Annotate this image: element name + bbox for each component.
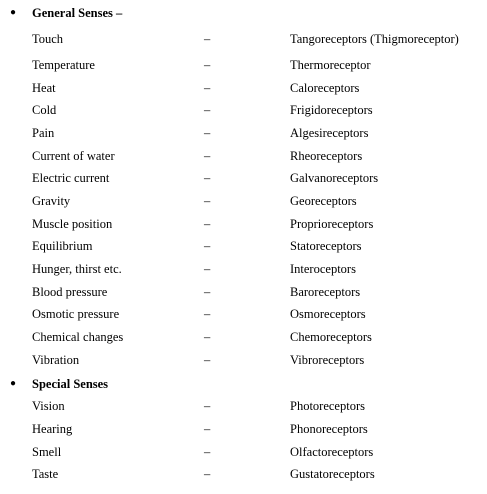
table-row xyxy=(0,420,487,438)
table-row xyxy=(0,237,487,255)
receptor-name: Phonoreceptors xyxy=(290,422,368,436)
receptor-name: Baroreceptors xyxy=(290,285,361,299)
bullet-icon: ● xyxy=(10,7,17,18)
receptor-name: Interoceptors xyxy=(290,262,356,276)
dash-separator: – xyxy=(204,32,211,46)
sense-name: Muscle position xyxy=(32,217,113,231)
receptor-name: Proprioreceptors xyxy=(290,217,374,231)
sense-name: Vibration xyxy=(32,353,80,367)
table-row xyxy=(0,443,487,461)
sense-name: Smell xyxy=(32,445,62,459)
dash-separator: – xyxy=(204,149,211,163)
dash-separator: – xyxy=(204,103,211,117)
receptor-name: Chemoreceptors xyxy=(290,330,372,344)
dash-separator: – xyxy=(204,217,211,231)
dash-separator: – xyxy=(204,330,211,344)
dash-separator: – xyxy=(204,399,211,413)
dash-separator: – xyxy=(204,422,211,436)
table-row xyxy=(0,305,487,323)
receptor-name: Frigidoreceptors xyxy=(290,103,373,117)
sense-name: Hearing xyxy=(32,422,73,436)
table-row xyxy=(0,397,487,415)
table-row xyxy=(0,56,487,74)
dash-separator: – xyxy=(204,467,211,481)
table-row xyxy=(0,465,487,483)
table-row xyxy=(0,79,487,97)
table-row xyxy=(0,260,487,278)
special-senses-title: Special Senses xyxy=(32,377,109,391)
dash-separator: – xyxy=(204,445,211,459)
sense-name: Blood pressure xyxy=(32,285,108,299)
sense-name: Cold xyxy=(32,103,57,117)
table-row xyxy=(0,101,487,119)
sense-name: Chemical changes xyxy=(32,330,124,344)
receptor-name: Tangoreceptors (Thigmoreceptor) xyxy=(290,32,459,46)
dash-separator: – xyxy=(204,285,211,299)
sense-name: Osmotic pressure xyxy=(32,307,120,321)
dash-separator: – xyxy=(204,81,211,95)
sense-name: Taste xyxy=(32,467,59,481)
sense-name: Pain xyxy=(32,126,55,140)
dash-separator: – xyxy=(204,126,211,140)
dash-separator: – xyxy=(204,239,211,253)
sense-name: Gravity xyxy=(32,194,71,208)
dash-separator: – xyxy=(204,262,211,276)
receptor-name: Photoreceptors xyxy=(290,399,365,413)
sense-name: Heat xyxy=(32,81,56,95)
table-row xyxy=(0,215,487,233)
receptor-name: Thermoreceptor xyxy=(290,58,371,72)
receptor-name: Caloreceptors xyxy=(290,81,360,95)
table-row xyxy=(0,328,487,346)
table-row xyxy=(0,283,487,301)
dash-separator: – xyxy=(204,194,211,208)
receptor-name: Olfactoreceptors xyxy=(290,445,374,459)
receptor-name: Vibroreceptors xyxy=(290,353,365,367)
receptor-name: Georeceptors xyxy=(290,194,357,208)
bullet-icon: ● xyxy=(10,378,17,389)
sense-name: Vision xyxy=(32,399,65,413)
sense-name: Hunger, thirst etc. xyxy=(32,262,122,276)
sense-name: Touch xyxy=(32,32,64,46)
table-row xyxy=(0,169,487,187)
table-row xyxy=(0,30,487,48)
general-senses-title: General Senses – xyxy=(32,6,123,20)
dash-separator: – xyxy=(204,58,211,72)
receptor-name: Osmoreceptors xyxy=(290,307,366,321)
receptor-name: Statoreceptors xyxy=(290,239,362,253)
table-row xyxy=(0,192,487,210)
sense-name: Current of water xyxy=(32,149,115,163)
table-row xyxy=(0,351,487,369)
sense-name: Temperature xyxy=(32,58,95,72)
receptor-name: Algesireceptors xyxy=(290,126,369,140)
receptor-name: Rheoreceptors xyxy=(290,149,363,163)
dash-separator: – xyxy=(204,307,211,321)
dash-separator: – xyxy=(204,171,211,185)
receptor-name: Gustatoreceptors xyxy=(290,467,375,481)
receptor-name: Galvanoreceptors xyxy=(290,171,379,185)
table-row xyxy=(0,147,487,165)
sense-name: Equilibrium xyxy=(32,239,93,253)
dash-separator: – xyxy=(204,353,211,367)
table-row xyxy=(0,124,487,142)
sense-name: Electric current xyxy=(32,171,110,185)
